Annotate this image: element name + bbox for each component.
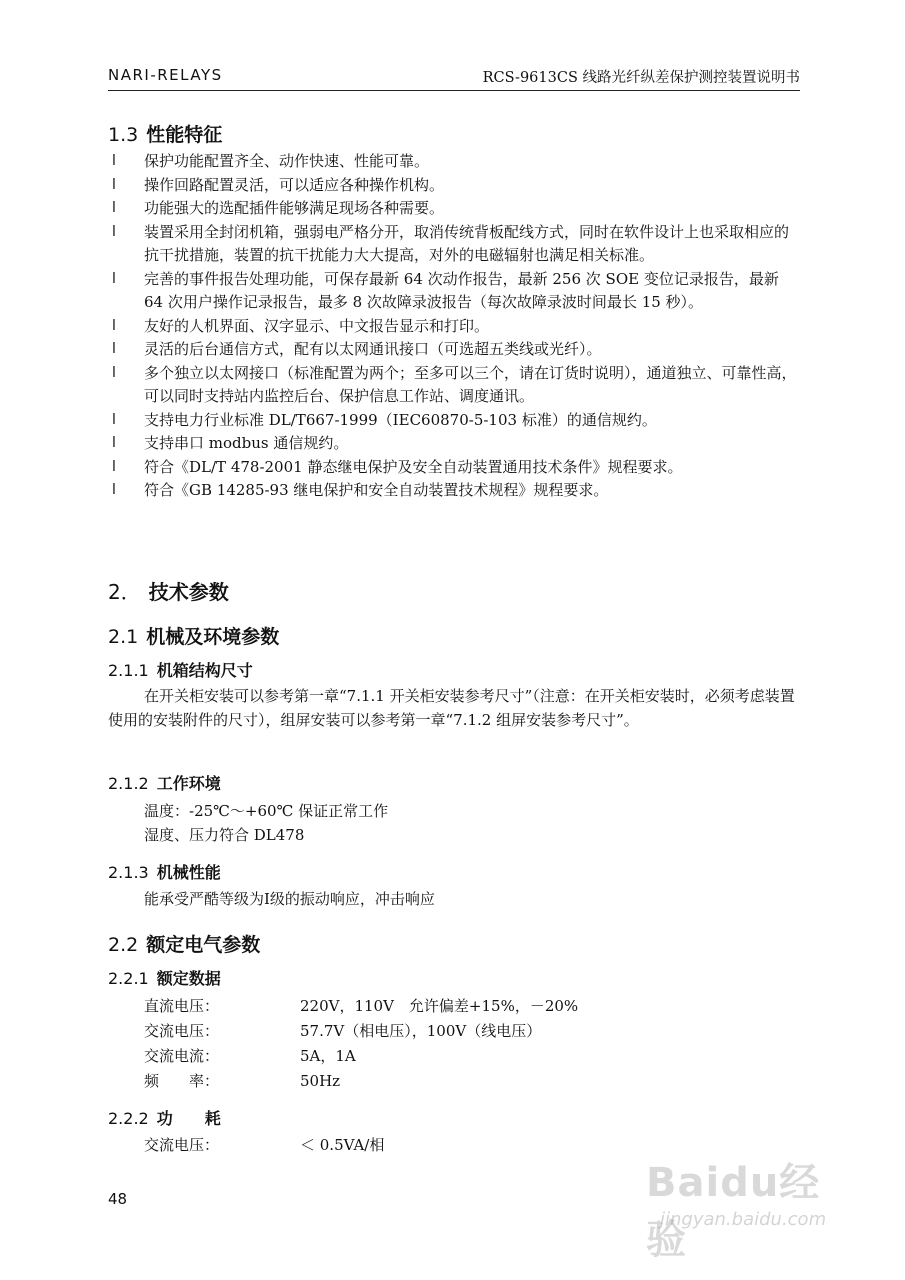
power-key: 交流电压： (144, 1136, 220, 1154)
list-item-text: 符合《GB 14285-93 继电保护和安全自动装置技术规程》规程要求。 (144, 481, 609, 499)
bullet-mark: l (112, 411, 116, 428)
list-item-text: 装置采用全封闭机箱，强弱电严格分开，取消传统背板配线方式，同时在软件设计上也采取相应的抗干扰措施，装置的抗干扰能力大大提高，对外的电磁辐射也满足相关标准。 (144, 222, 790, 264)
list-item (108, 315, 800, 339)
list-item (108, 479, 800, 503)
list-item (108, 409, 800, 433)
bullet-mark: l (112, 223, 116, 240)
rating-value: 5A，1A (300, 1047, 356, 1065)
section-title: 机械性能 (156, 863, 221, 882)
bullet-mark: l (112, 176, 116, 193)
bullet-mark: l (112, 153, 116, 169)
rating-row-dc-voltage (144, 995, 578, 1016)
section-title: 技术参数 (148, 580, 229, 604)
section-1-3-heading (108, 120, 222, 147)
rating-row-ac-current (144, 1045, 356, 1066)
list-item (108, 432, 800, 456)
bullet-mark: l (112, 317, 116, 334)
page-header (108, 62, 800, 90)
bullet-mark: l (112, 364, 116, 381)
list-item (108, 268, 800, 315)
section-number: 2.1.2 (108, 774, 149, 793)
list-item-text: 支持串口 modbus 通信规约。 (144, 434, 349, 452)
rating-key: 直流电压： (144, 997, 220, 1015)
rating-key: 频 率： (144, 1072, 220, 1090)
feature-list (108, 150, 800, 503)
section-2-1-1-heading (108, 658, 253, 681)
rating-row-ac-voltage (144, 1020, 541, 1041)
list-item (108, 221, 800, 268)
section-2-2-heading (108, 930, 260, 957)
rating-value: 57.7V（相电压），100V（线电压） (300, 1022, 542, 1040)
section-number: 2.1 (108, 626, 139, 648)
rating-row-frequency (144, 1070, 340, 1091)
rating-value: 50Hz (300, 1072, 341, 1090)
watermark-logo: Baidu经验 (646, 1160, 821, 1263)
section-title: 机箱结构尺寸 (156, 661, 253, 680)
watermark-url: jingyan.baidu.com (660, 1209, 827, 1230)
list-item-text: 灵活的后台通信方式，配有以太网通讯接口（可选超五类线或光纤）。 (144, 340, 602, 358)
list-item (108, 150, 800, 174)
section-title: 机械及环境参数 (146, 626, 280, 648)
page-number: 48 (108, 1190, 128, 1208)
list-item (108, 197, 800, 221)
list-item-text: 操作回路配置灵活，可以适应各种操作机构。 (144, 175, 445, 194)
section-number: 2.2.2 (108, 1109, 149, 1128)
chapter-2-heading (108, 576, 229, 605)
rating-key: 交流电流： (144, 1047, 220, 1065)
section-number: 1.3 (108, 124, 139, 146)
section-title: 额定电气参数 (146, 934, 261, 956)
list-item-text: 符合《DL/T 478-2001 静态继电保护及安全自动装置通用技术条件》规程要求。 (144, 457, 683, 476)
section-title: 工作环境 (156, 774, 221, 793)
list-item-text: 保护功能配置齐全、动作快速、性能可靠。 (144, 152, 430, 170)
watermark (642, 1145, 857, 1263)
mechanical-performance-text: 能承受严酷等级为Ⅰ级的振动响应，冲击响应 (144, 890, 435, 908)
bullet-mark: l (112, 341, 116, 357)
list-item (108, 456, 800, 480)
section-2-1-3-heading (108, 860, 221, 883)
cabinet-size-paragraph: 在开关柜安装可以参考第一章“7.1.1 开关柜安装参考尺寸”（注意：在开关柜安装时，必须考虑装置使用的安装附件的尺寸），组屏安装可以参考第一章“7.1.2 组屏安装参考尺寸”。 (108, 687, 795, 729)
section-2-1-heading (108, 622, 279, 649)
header-divider (108, 90, 800, 91)
header-company: NARI-RELAYS (108, 66, 223, 84)
list-item-text: 完善的事件报告处理功能，可保存最新 64 次动作报告，最新 256 次 SOE 变位记录报告，最新 64 次用户操作记录报告，最多 8 次故障录波报告（每次故障录波时间最长 15 秒）。 (144, 269, 779, 311)
bullet-mark: l (112, 435, 116, 451)
rating-key: 交流电压： (144, 1022, 220, 1040)
power-row-ac-voltage (144, 1134, 384, 1155)
section-2-2-2-heading (108, 1106, 221, 1129)
section-number: 2.1.3 (108, 863, 149, 882)
section-title: 性能特征 (146, 124, 223, 146)
section-number: 2.1.1 (108, 661, 149, 680)
list-item-text: 多个独立以太网接口（标准配置为两个；至多可以三个，请在订货时说明），通道独立、可靠性高，可以同时支持站内监控后台、保护信息工作站、调度通讯。 (144, 363, 797, 405)
bullet-mark: l (112, 200, 116, 216)
bullet-mark: l (112, 458, 116, 475)
section-number: 2． (108, 580, 141, 604)
section-title: 额定数据 (156, 969, 221, 988)
temperature-line: 温度：-25℃～+60℃ 保证正常工作 (144, 802, 389, 820)
list-item-text: 支持电力行业标准 DL/T667-1999（IEC60870-5-103 标准）的通信规约。 (144, 410, 657, 429)
list-item (108, 338, 800, 362)
list-item-text: 友好的人机界面、汉字显示、中文报告显示和打印。 (144, 316, 490, 335)
bullet-mark: l (112, 270, 116, 287)
section-2-1-2-heading (108, 771, 221, 794)
list-item (108, 174, 800, 198)
section-number: 2.2.1 (108, 969, 149, 988)
section-title: 功 耗 (156, 1109, 221, 1128)
power-value: ＜ 0.5VA/相 (300, 1136, 385, 1154)
bullet-mark: l (112, 482, 116, 498)
header-doc-title: RCS-9613CS 线路光纤纵差保护测控装置说明书 (482, 70, 800, 86)
list-item-text: 功能强大的选配插件能够满足现场各种需要。 (144, 199, 445, 217)
section-2-2-1-heading (108, 966, 221, 989)
rating-value: 220V，110V 允许偏差+15%，－20% (300, 997, 579, 1015)
humidity-line: 湿度、压力符合 DL478 (144, 826, 305, 844)
list-item (108, 362, 800, 409)
section-number: 2.2 (108, 934, 139, 956)
